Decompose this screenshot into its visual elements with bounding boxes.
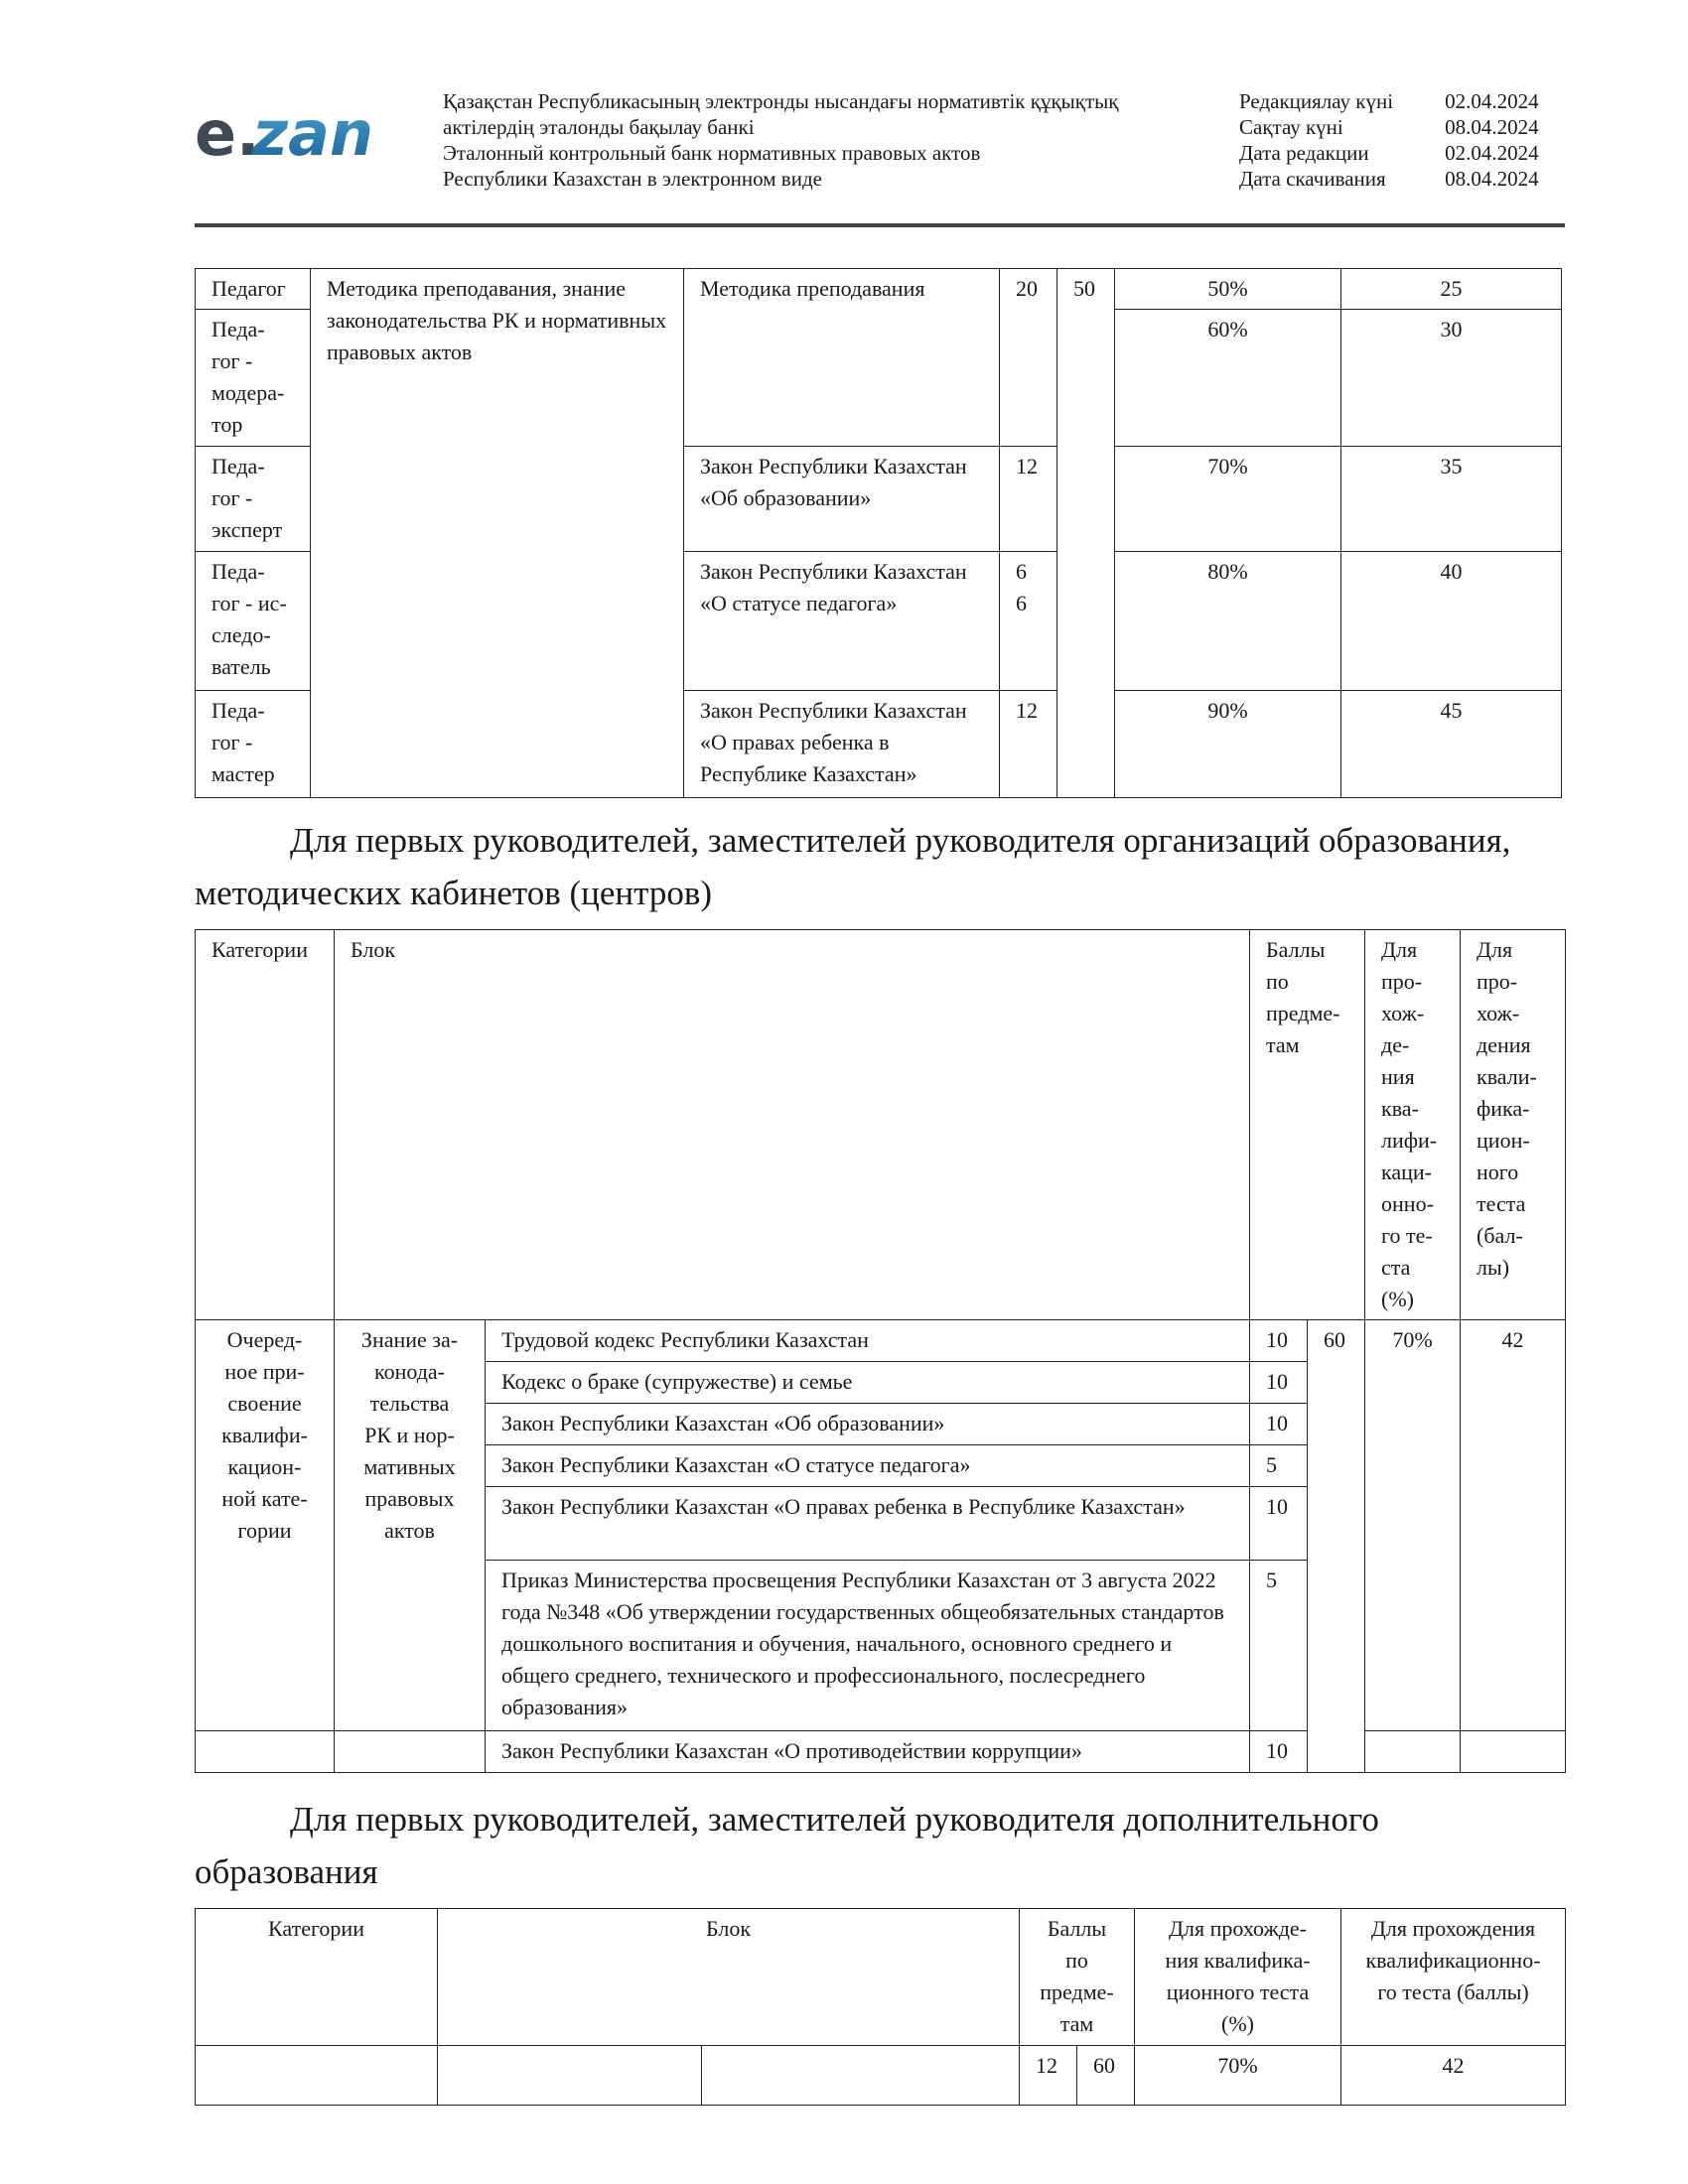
header-pass-percent: Для прохожде- ния квалифика- ционного теста (%) — [1135, 1909, 1341, 2046]
pass-percent-cell: 70% — [1135, 2046, 1341, 2106]
header-category: Категории — [196, 930, 335, 1320]
section-heading: Для первых руководителей, заместителей руководителя дополнительного образования — [195, 1800, 1379, 1891]
category-cell: Очеред- ное при- своение квалифи- кацион- ной кате- гории — [196, 1320, 335, 1731]
category-cell: Педа- гог - ис- следо- ватель — [196, 552, 311, 691]
empty-cell — [196, 1731, 335, 1773]
pass-score-cell: 30 — [1341, 310, 1562, 447]
points-value: 6 — [1016, 591, 1027, 615]
meta-value: 02.04.2024 — [1445, 89, 1539, 113]
pass-score-cell: 40 — [1341, 552, 1562, 691]
points-cell: 12 — [1000, 447, 1057, 552]
subject-cell: Закон Республики Казахстан «О правах ребенка в Республике Казахстан» — [684, 691, 1000, 798]
header-title-line: Республики Казахстан в электронном виде — [443, 167, 822, 191]
subject-cell — [702, 2046, 1020, 2106]
table-teacher-categories — [195, 268, 1562, 798]
category-cell — [196, 2046, 438, 2106]
header-points: Баллы по предме- там — [1020, 1909, 1135, 2046]
subject-cell: Закон Республики Казахстан «О статусе педагога» — [684, 552, 1000, 691]
meta-value: 08.04.2024 — [1445, 115, 1539, 139]
category-cell: Педа- гог - эксперт — [196, 447, 311, 552]
meta-value: 02.04.2024 — [1445, 141, 1539, 165]
subject-cell: Кодекс о браке (супружестве) и семье — [486, 1362, 1250, 1404]
pass-percent-cell: 80% — [1115, 552, 1341, 691]
subject-cell: Закон Республики Казахстан «О статусе педагога» — [486, 1445, 1250, 1487]
pass-score-cell: 42 — [1461, 1320, 1566, 1731]
header-divider — [195, 223, 1565, 227]
points-cell: 10 — [1250, 1731, 1308, 1773]
meta-label: Редакциялау күні — [1239, 89, 1394, 113]
section-heading: Для первых руководителей, заместителей руководителя организаций образования, методических кабинетов (центров) — [195, 821, 1511, 912]
points-cell: 12 — [1000, 691, 1057, 798]
category-cell: Педагог — [196, 269, 311, 310]
subject-cell: Приказ Министерства просвещения Республики Казахстан от 3 августа 2022 года №348 «Об утверждении государственных общеобязательных стандартов дошкольного воспитания и обучения, начального, основного среднего и общего среднего, технического и профессионального, послесреднего образования» — [486, 1561, 1250, 1731]
points-cell: 5 — [1250, 1445, 1308, 1487]
subject-cell: Методика преподавания — [684, 269, 1000, 447]
header-title — [443, 88, 1188, 192]
header-title-line: Қазақстан Республикасының электронды нысандағы нормативтік құқықтық — [443, 89, 1119, 113]
ezan-logo — [195, 97, 393, 177]
category-cell: Педа- гог - модера- тор — [196, 310, 311, 447]
block-cell: Методика преподавания, знание законодательства РК и нормативных правовых актов — [311, 269, 684, 798]
points-cell: 10 — [1250, 1404, 1308, 1445]
subject-cell: Закон Республики Казахстан «О правах ребенка в Республике Казахстан» — [486, 1487, 1250, 1561]
svg-text:e.: e. — [195, 97, 260, 170]
svg-text:zan: zan — [252, 97, 374, 170]
pass-percent-cell: 70% — [1115, 447, 1341, 552]
meta-label: Дата скачивания — [1239, 167, 1386, 191]
total-points-cell: 60 — [1077, 2046, 1135, 2106]
empty-cell — [1461, 1731, 1566, 1773]
header-points: Баллы по предме- там — [1250, 930, 1365, 1320]
table-managers — [195, 929, 1566, 1773]
points-cell: 12 — [1020, 2046, 1077, 2106]
points-cell: 5 — [1250, 1561, 1308, 1731]
header-block: Блок — [335, 930, 1250, 1320]
pass-percent-cell: 70% — [1365, 1320, 1461, 1731]
pass-percent-cell: 50% — [1115, 269, 1341, 310]
subject-cell: Закон Республики Казахстан «Об образовании» — [684, 447, 1000, 552]
points-cell: 10 — [1250, 1362, 1308, 1404]
header-block: Блок — [438, 1909, 1020, 2046]
header-pass-points: Для прохождения квалификационно- го теста (баллы) — [1341, 1909, 1566, 2046]
total-points-cell: 60 — [1308, 1320, 1365, 1773]
points-cell: 10 — [1250, 1320, 1308, 1362]
meta-label: Сақтау күні — [1239, 115, 1343, 139]
empty-cell — [1365, 1731, 1461, 1773]
points-value: 6 — [1016, 559, 1027, 584]
pass-percent-cell: 90% — [1115, 691, 1341, 798]
header-meta — [1239, 88, 1539, 192]
pass-score-cell: 45 — [1341, 691, 1562, 798]
category-cell: Педа- гог - мастер — [196, 691, 311, 798]
points-cell: 10 — [1250, 1487, 1308, 1561]
table-additional-education — [195, 1908, 1566, 2106]
points-cell — [1000, 552, 1057, 691]
meta-label: Дата редакции — [1239, 141, 1369, 165]
pass-percent-cell: 60% — [1115, 310, 1341, 447]
header-pass-points: Для про- хож- дения квали- фика- цион- ного теста (бал- лы) — [1461, 930, 1566, 1320]
empty-cell — [335, 1731, 486, 1773]
header-title-line: Эталонный контрольный банк нормативных правовых актов — [443, 141, 981, 165]
header-title-line: актілердің эталонды бақылау банкі — [443, 115, 755, 139]
total-points-cell: 50 — [1057, 269, 1115, 798]
subject-cell: Закон Республики Казахстан «Об образовании» — [486, 1404, 1250, 1445]
points-cell: 20 — [1000, 269, 1057, 447]
subject-cell: Закон Республики Казахстан «О противодействии коррупции» — [486, 1731, 1250, 1773]
header-category: Категории — [196, 1909, 438, 2046]
meta-value: 08.04.2024 — [1445, 167, 1539, 191]
pass-score-cell: 42 — [1341, 2046, 1566, 2106]
subject-cell: Трудовой кодекс Республики Казахстан — [486, 1320, 1250, 1362]
header-pass-percent: Для про- хож- де- ния ква- лифи- каци- онно- го те- ста (%) — [1365, 930, 1461, 1320]
pass-score-cell: 25 — [1341, 269, 1562, 310]
block-cell: Знание за- конода- тельства РК и нор- мативных правовых актов — [335, 1320, 486, 1731]
pass-score-cell: 35 — [1341, 447, 1562, 552]
block-cell — [438, 2046, 702, 2106]
